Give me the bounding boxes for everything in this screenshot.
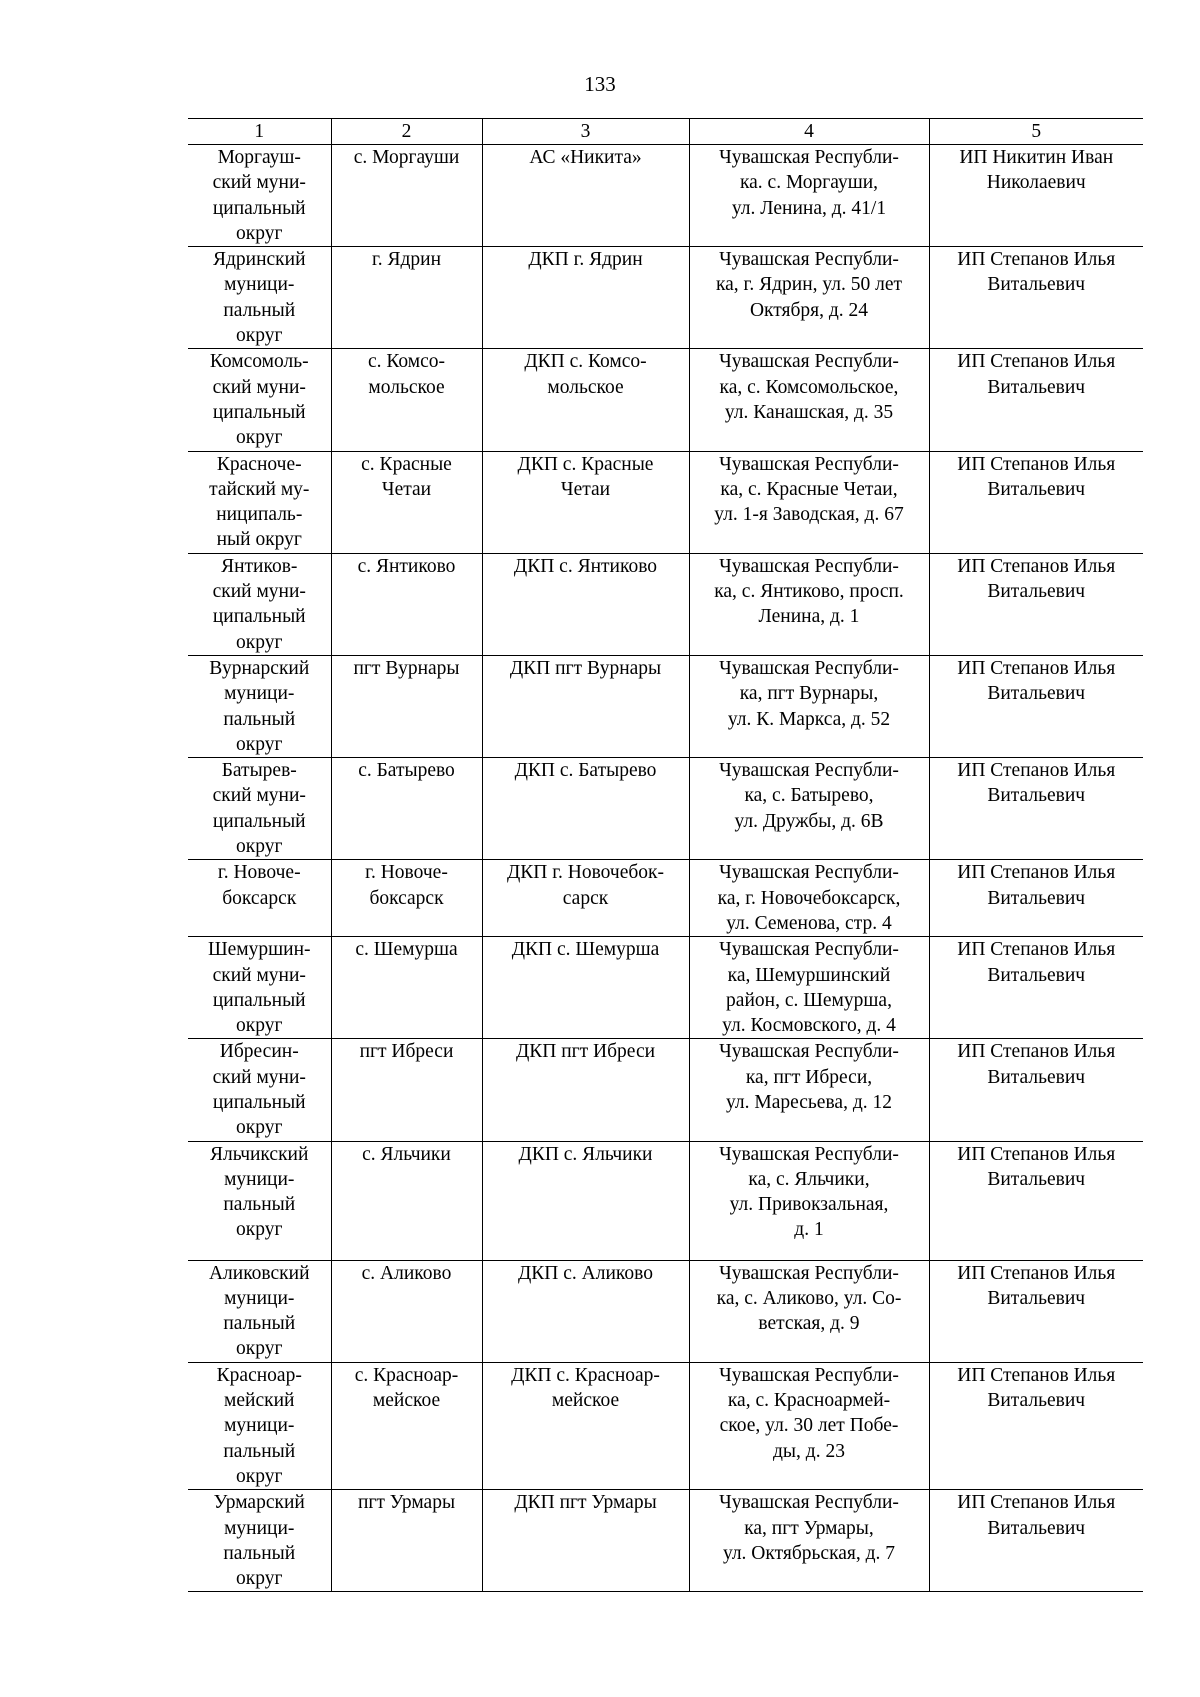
address-cell-line: Чувашская Республи- bbox=[719, 1262, 899, 1284]
district-cell-line: округ bbox=[236, 1338, 283, 1360]
address-cell-line: ка. с. Моргауши, bbox=[739, 172, 879, 194]
address-cell-line: Октября, д. 24 bbox=[749, 299, 869, 321]
operator-cell-line: Витальевич bbox=[987, 1287, 1086, 1309]
address-cell-line: Чувашская Республи- bbox=[719, 939, 899, 961]
locality-cell bbox=[331, 1260, 482, 1362]
station-cell bbox=[482, 758, 689, 860]
operator-cell-line: Витальевич bbox=[987, 274, 1086, 296]
district-cell bbox=[188, 1039, 331, 1141]
address-cell bbox=[689, 349, 929, 451]
address-cell bbox=[689, 1260, 929, 1362]
locality-cell-line: мольское bbox=[368, 376, 445, 398]
operator-cell-line: ИП Степанов Илья bbox=[957, 453, 1116, 475]
address-cell-line: ул. Дружбы, д. 6В bbox=[734, 810, 884, 832]
locality-cell bbox=[331, 553, 482, 655]
operator-cell bbox=[929, 1260, 1143, 1362]
station-cell-line: ДКП с. Янтиково bbox=[513, 555, 658, 577]
operator-cell bbox=[929, 247, 1143, 349]
address-cell-line: ул. К. Маркса, д. 52 bbox=[727, 708, 891, 730]
address-cell-line: ка, Шемуршинский bbox=[727, 964, 891, 986]
address-cell-line: Чувашская Республи- bbox=[719, 147, 899, 168]
operator-cell-line: Витальевич bbox=[987, 1390, 1086, 1412]
locality-cell-line: с. Батырево bbox=[358, 760, 455, 782]
district-cell-line: Янтиков- bbox=[221, 555, 298, 577]
operator-cell-line: ИП Степанов Илья bbox=[957, 1492, 1116, 1514]
district-cell-line: пальный bbox=[223, 1542, 296, 1564]
station-cell bbox=[482, 145, 689, 247]
district-cell-line: округ bbox=[236, 1465, 283, 1487]
operator-cell-line: ИП Степанов Илья bbox=[957, 1262, 1116, 1284]
district-cell-line: ский муни- bbox=[212, 964, 306, 986]
district-cell-line: округ bbox=[236, 631, 283, 653]
district-cell-line: муници- bbox=[224, 683, 295, 705]
address-cell bbox=[689, 1141, 929, 1260]
district-cell-line: Батырев- bbox=[221, 760, 297, 782]
district-cell-line: Урмарский bbox=[213, 1492, 305, 1514]
address-cell-line: ул. Ленина, д. 41/1 bbox=[731, 197, 887, 219]
table-row bbox=[188, 1362, 1143, 1489]
district-cell bbox=[188, 1490, 331, 1592]
station-cell bbox=[482, 247, 689, 349]
station-cell bbox=[482, 1490, 689, 1592]
district-cell-line: округ bbox=[236, 733, 283, 755]
column-header-1: 1 bbox=[188, 119, 331, 145]
locality-cell-line: пгт Вурнары bbox=[353, 657, 460, 679]
district-cell-line: Моргауш- bbox=[217, 147, 301, 168]
district-cell-line: муници- bbox=[224, 274, 295, 296]
locality-cell bbox=[331, 758, 482, 860]
locality-cell-line: с. Моргауши bbox=[353, 147, 460, 168]
district-cell bbox=[188, 1260, 331, 1362]
locality-cell bbox=[331, 655, 482, 757]
table-row bbox=[188, 145, 1143, 247]
operator-cell-line: ИП Степанов Илья bbox=[957, 1041, 1116, 1063]
district-cell-line: пальный bbox=[223, 708, 296, 730]
locality-cell-line: с. Яльчики bbox=[362, 1143, 451, 1165]
district-cell-line: Вурнарский bbox=[209, 657, 310, 679]
address-cell-line: ул. Космовского, д. 4 bbox=[722, 1015, 896, 1037]
address-cell-line: Чувашская Республи- bbox=[719, 555, 899, 577]
station-cell-line: ДКП с. Красные bbox=[517, 453, 654, 475]
station-cell bbox=[482, 1039, 689, 1141]
district-cell-line: Красноар- bbox=[216, 1364, 302, 1386]
station-cell-line: мейское bbox=[551, 1390, 620, 1412]
table-row bbox=[188, 758, 1143, 860]
district-cell-line: пальный bbox=[223, 1440, 296, 1462]
district-cell-line: пальный bbox=[223, 1194, 296, 1216]
stations-table bbox=[188, 118, 1143, 1592]
locality-cell bbox=[331, 1141, 482, 1260]
station-cell bbox=[482, 655, 689, 757]
locality-cell bbox=[331, 349, 482, 451]
column-header-4: 4 bbox=[689, 119, 929, 145]
address-cell-line: ка, с. Комсомольское, bbox=[719, 376, 899, 398]
district-cell-line: Комсомоль- bbox=[209, 351, 309, 373]
address-cell-line: ул. Октябрьская, д. 7 bbox=[722, 1542, 896, 1564]
district-cell bbox=[188, 1362, 331, 1489]
district-cell-line: ский муни- bbox=[212, 172, 306, 194]
district-cell-line: ский муни- bbox=[212, 1066, 306, 1088]
locality-cell bbox=[331, 1362, 482, 1489]
address-cell-line: ка, г. Новочебоксарск, bbox=[717, 887, 901, 909]
district-cell-line: ный округ bbox=[216, 529, 302, 551]
district-cell-line: ципальный bbox=[212, 989, 306, 1011]
district-cell-line: тайский му- bbox=[209, 478, 310, 500]
station-cell bbox=[482, 451, 689, 553]
operator-cell-line: ИП Степанов Илья bbox=[957, 760, 1116, 782]
district-cell-line: Аликовский bbox=[208, 1262, 310, 1284]
address-cell bbox=[689, 247, 929, 349]
station-cell-line: ДКП с. Яльчики bbox=[518, 1143, 653, 1165]
operator-cell-line: Витальевич bbox=[987, 1168, 1086, 1190]
operator-cell-line: ИП Степанов Илья bbox=[957, 249, 1116, 271]
address-cell-line: Чувашская Республи- bbox=[719, 760, 899, 782]
station-cell bbox=[482, 937, 689, 1039]
district-cell-line: Шемуршин- bbox=[207, 939, 311, 961]
district-cell bbox=[188, 349, 331, 451]
operator-cell-line: Николаевич bbox=[986, 172, 1086, 194]
station-cell-line: мольское bbox=[547, 376, 624, 398]
locality-cell-line: г. Ядрин bbox=[371, 249, 442, 271]
locality-cell-line: Четаи bbox=[381, 478, 432, 500]
district-cell bbox=[188, 937, 331, 1039]
district-cell-line: ский муни- bbox=[212, 376, 306, 398]
station-cell-line: ДКП пгт Урмары bbox=[514, 1492, 657, 1514]
district-cell-line: Ибресин- bbox=[219, 1041, 299, 1063]
operator-cell bbox=[929, 349, 1143, 451]
operator-cell bbox=[929, 1141, 1143, 1260]
district-cell-line: округ bbox=[236, 1219, 283, 1241]
address-cell-line: ка, с. Красноармей- bbox=[727, 1390, 891, 1412]
district-cell-line: ский муни- bbox=[212, 785, 306, 807]
district-cell-line: округ bbox=[236, 1015, 283, 1037]
address-cell-line: Чувашская Республи- bbox=[719, 1143, 899, 1165]
operator-cell-line: Витальевич bbox=[987, 581, 1086, 603]
district-cell-line: Яльчикский bbox=[210, 1143, 309, 1165]
operator-cell-line: Витальевич bbox=[987, 376, 1086, 398]
operator-cell bbox=[929, 1039, 1143, 1141]
district-cell-line: Красноче- bbox=[216, 453, 302, 475]
table-row bbox=[188, 553, 1143, 655]
locality-cell-line: г. Новоче- bbox=[365, 862, 448, 884]
district-cell-line: округ bbox=[236, 325, 283, 347]
address-cell-line: ул. 1-я Заводская, д. 67 bbox=[714, 504, 904, 526]
district-cell-line: округ bbox=[236, 1568, 283, 1590]
address-cell-line: Чувашская Республи- bbox=[719, 351, 899, 373]
operator-cell-line: ИП Никитин Иван bbox=[959, 147, 1114, 168]
operator-cell-line: ИП Степанов Илья bbox=[957, 1143, 1116, 1165]
operator-cell-line: Витальевич bbox=[987, 887, 1086, 909]
table-row bbox=[188, 655, 1143, 757]
locality-cell-line: пгт Ибреси bbox=[359, 1041, 454, 1063]
table-row bbox=[188, 1039, 1143, 1141]
table-row bbox=[188, 860, 1143, 937]
operator-cell bbox=[929, 937, 1143, 1039]
address-cell-line: д. 1 bbox=[794, 1219, 824, 1241]
table-row bbox=[188, 451, 1143, 553]
address-cell-line: ское, ул. 30 лет Побе- bbox=[719, 1415, 899, 1437]
locality-cell-line: с. Шемурша bbox=[355, 939, 458, 961]
station-cell-line: ДКП г. Новочебок- bbox=[506, 862, 665, 884]
locality-cell bbox=[331, 451, 482, 553]
operator-cell-line: ИП Степанов Илья bbox=[957, 1364, 1116, 1386]
district-cell-line: муници- bbox=[224, 1168, 295, 1190]
address-cell-line: Чувашская Республи- bbox=[719, 657, 899, 679]
operator-cell bbox=[929, 655, 1143, 757]
address-cell-line: Чувашская Республи- bbox=[719, 862, 899, 884]
address-cell bbox=[689, 655, 929, 757]
district-cell-line: г. Новоче- bbox=[217, 862, 301, 884]
district-cell-line: ский муни- bbox=[212, 581, 306, 603]
address-cell-line: ка, г. Ядрин, ул. 50 лет bbox=[715, 274, 903, 296]
address-cell-line: ка, с. Батырево, bbox=[744, 785, 874, 807]
district-cell-line: ниципаль- bbox=[216, 504, 303, 526]
address-cell-line: ул. Семенова, стр. 4 bbox=[726, 912, 892, 934]
station-cell bbox=[482, 1141, 689, 1260]
table-row bbox=[188, 937, 1143, 1039]
operator-cell-line: Витальевич bbox=[987, 683, 1086, 705]
district-cell-line: муници- bbox=[224, 1517, 295, 1539]
address-cell-line: ул. Канашская, д. 35 bbox=[724, 401, 894, 423]
locality-cell bbox=[331, 1490, 482, 1592]
station-cell-line: сарск bbox=[562, 887, 609, 909]
address-cell-line: ка, пгт Урмары, bbox=[744, 1517, 874, 1539]
operator-cell bbox=[929, 1490, 1143, 1592]
address-cell bbox=[689, 937, 929, 1039]
address-cell bbox=[689, 860, 929, 937]
column-header-5: 5 bbox=[929, 119, 1143, 145]
operator-cell-line: Витальевич bbox=[987, 1517, 1086, 1539]
station-cell-line: ДКП с. Аликово bbox=[518, 1262, 653, 1284]
district-cell bbox=[188, 860, 331, 937]
locality-cell bbox=[331, 937, 482, 1039]
station-cell bbox=[482, 1362, 689, 1489]
station-cell-line: Четаи bbox=[560, 478, 611, 500]
address-cell-line: ка, пгт Ибреси, bbox=[745, 1066, 873, 1088]
table-row bbox=[188, 1260, 1143, 1362]
station-cell bbox=[482, 860, 689, 937]
station-cell-line: ДКП с. Батырево bbox=[514, 760, 657, 782]
address-cell-line: ды, д. 23 bbox=[773, 1440, 845, 1462]
station-cell-line: ДКП с. Комсо- bbox=[524, 351, 647, 373]
station-cell-line: ДКП с. Шемурша bbox=[511, 939, 660, 961]
address-cell bbox=[689, 451, 929, 553]
column-header-3: 3 bbox=[482, 119, 689, 145]
operator-cell-line: Витальевич bbox=[987, 478, 1086, 500]
district-cell bbox=[188, 451, 331, 553]
address-cell-line: ка, с. Красные Четаи, bbox=[720, 478, 898, 500]
address-cell-line: Чувашская Республи- bbox=[719, 1492, 899, 1514]
locality-cell bbox=[331, 1039, 482, 1141]
district-cell-line: округ bbox=[236, 222, 283, 244]
operator-cell bbox=[929, 1362, 1143, 1489]
district-cell-line: муници- bbox=[224, 1415, 295, 1437]
column-header-2: 2 bbox=[331, 119, 482, 145]
operator-cell bbox=[929, 145, 1143, 247]
operator-cell-line: ИП Степанов Илья bbox=[957, 555, 1116, 577]
locality-cell-line: с. Красноар- bbox=[354, 1364, 459, 1386]
address-cell-line: Чувашская Республи- bbox=[719, 249, 899, 271]
locality-cell-line: с. Комсо- bbox=[367, 351, 446, 373]
address-cell-line: ул. Маресьева, д. 12 bbox=[726, 1091, 892, 1113]
station-cell-line: ДКП пгт Ибреси bbox=[515, 1041, 656, 1063]
locality-cell-line: пгт Урмары bbox=[357, 1492, 456, 1514]
district-cell-line: ципальный bbox=[212, 810, 306, 832]
district-cell-line: ципальный bbox=[212, 197, 306, 219]
locality-cell bbox=[331, 145, 482, 247]
operator-cell-line: Витальевич bbox=[987, 785, 1086, 807]
address-cell-line: Чувашская Республи- bbox=[719, 1041, 899, 1063]
address-cell-line: ка, с. Янтиково, просп. bbox=[714, 581, 904, 603]
station-cell bbox=[482, 553, 689, 655]
operator-cell-line: ИП Степанов Илья bbox=[957, 657, 1116, 679]
operator-cell-line: ИП Степанов Илья bbox=[957, 939, 1116, 961]
district-cell-line: пальный bbox=[223, 299, 296, 321]
district-cell-line: ципальный bbox=[212, 606, 306, 628]
district-cell bbox=[188, 758, 331, 860]
address-cell bbox=[689, 758, 929, 860]
address-cell-line: Чувашская Республи- bbox=[719, 453, 899, 475]
operator-cell bbox=[929, 860, 1143, 937]
district-cell bbox=[188, 145, 331, 247]
station-cell bbox=[482, 1260, 689, 1362]
locality-cell-line: с. Янтиково bbox=[357, 555, 456, 577]
address-cell bbox=[689, 553, 929, 655]
address-cell-line: ветская, д. 9 bbox=[758, 1313, 860, 1335]
district-cell bbox=[188, 553, 331, 655]
locality-cell bbox=[331, 247, 482, 349]
station-cell-line: АС «Никита» bbox=[529, 147, 642, 168]
address-cell bbox=[689, 1039, 929, 1141]
address-cell bbox=[689, 1362, 929, 1489]
district-cell bbox=[188, 247, 331, 349]
operator-cell bbox=[929, 758, 1143, 860]
district-cell-line: пальный bbox=[223, 1313, 296, 1335]
address-cell-line: ка, с. Аликово, ул. Со- bbox=[716, 1287, 902, 1309]
station-cell-line: ДКП пгт Вурнары bbox=[509, 657, 662, 679]
station-cell-line: ДКП г. Ядрин bbox=[528, 249, 643, 271]
address-cell bbox=[689, 1490, 929, 1592]
table-body bbox=[188, 145, 1143, 1592]
table-row bbox=[188, 1141, 1143, 1260]
district-cell bbox=[188, 655, 331, 757]
table-row bbox=[188, 1490, 1143, 1592]
station-cell bbox=[482, 349, 689, 451]
locality-cell-line: с. Красные bbox=[361, 453, 452, 475]
district-cell-line: мейский bbox=[224, 1390, 295, 1412]
operator-cell bbox=[929, 451, 1143, 553]
locality-cell-line: с. Аликово bbox=[361, 1262, 452, 1284]
operator-cell bbox=[929, 553, 1143, 655]
address-cell-line: район, с. Шемурша, bbox=[726, 989, 892, 1011]
address-cell-line: ка, с. Яльчики, bbox=[748, 1168, 870, 1190]
locality-cell-line: боксарск bbox=[369, 887, 444, 909]
address-cell-line: ул. Привокзальная, bbox=[729, 1194, 889, 1216]
column-number-row bbox=[188, 119, 1143, 145]
district-cell-line: Ядринский bbox=[212, 249, 306, 271]
district-cell-line: боксарск bbox=[222, 887, 297, 909]
station-cell-line: ДКП с. Красноар- bbox=[511, 1364, 660, 1386]
locality-cell-line: мейское bbox=[372, 1390, 441, 1412]
address-cell-line: Чувашская Республи- bbox=[719, 1364, 899, 1386]
operator-cell-line: Витальевич bbox=[987, 1066, 1086, 1088]
page-number: 133 bbox=[584, 72, 616, 96]
address-cell-line: Ленина, д. 1 bbox=[758, 606, 860, 628]
table-row bbox=[188, 247, 1143, 349]
address-cell-line: ка, пгт Вурнары, bbox=[739, 683, 879, 705]
district-cell-line: округ bbox=[236, 427, 283, 449]
table-row bbox=[188, 349, 1143, 451]
address-cell bbox=[689, 145, 929, 247]
locality-cell bbox=[331, 860, 482, 937]
operator-cell-line: ИП Степанов Илья bbox=[957, 351, 1116, 373]
district-cell-line: ципальный bbox=[212, 401, 306, 423]
operator-cell-line: ИП Степанов Илья bbox=[957, 862, 1116, 884]
district-cell-line: ципальный bbox=[212, 1091, 306, 1113]
operator-cell-line: Витальевич bbox=[987, 964, 1086, 986]
district-cell-line: муници- bbox=[224, 1287, 295, 1309]
district-cell-line: округ bbox=[236, 1117, 283, 1139]
district-cell bbox=[188, 1141, 331, 1260]
district-cell-line: округ bbox=[236, 836, 283, 858]
